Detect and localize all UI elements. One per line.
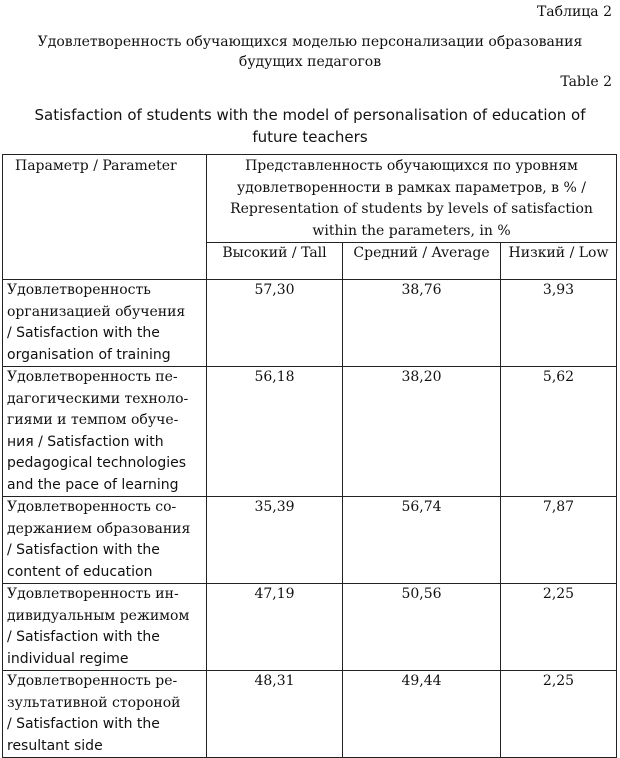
value-average: 38,20 xyxy=(343,367,501,497)
title-ru-line-2: будущих педагогов xyxy=(238,54,382,70)
value-high: 47,19 xyxy=(207,584,343,671)
param-line: / Satisfaction with the xyxy=(7,542,160,558)
table-row xyxy=(3,671,617,758)
param-cell xyxy=(3,367,207,497)
param-line: дагогическими техноло- xyxy=(7,390,189,407)
table-label-ru: Таблица 2 xyxy=(536,4,612,20)
param-column-header: Параметр / Parameter xyxy=(3,155,207,280)
value-low: 7,87 xyxy=(501,497,617,584)
param-line: зультативной стороной xyxy=(7,694,181,711)
value-high: 57,30 xyxy=(207,280,343,367)
group-header-line: Representation of students by levels of satisfaction xyxy=(230,201,593,217)
group-header-line: within the parameters, in % xyxy=(312,222,511,239)
param-cell xyxy=(3,671,207,758)
param-line: Удовлетворенность пе- xyxy=(7,369,178,385)
value-low: 5,62 xyxy=(501,367,617,497)
value-low: 3,93 xyxy=(501,280,617,367)
level-header-average: Средний / Average xyxy=(343,243,501,280)
level-header-high: Высокий / Tall xyxy=(207,243,343,280)
param-line: individual regime xyxy=(7,650,129,667)
param-cell xyxy=(3,280,207,367)
value-low: 2,25 xyxy=(501,671,617,758)
value-high: 48,31 xyxy=(207,671,343,758)
level-header-low: Низкий / Low xyxy=(501,243,617,280)
table-row xyxy=(3,367,617,497)
table-row xyxy=(3,280,617,367)
satisfaction-table xyxy=(2,154,617,758)
param-line: Удовлетворенность xyxy=(7,282,151,298)
param-line: ния / Satisfaction with xyxy=(7,433,164,450)
table-row xyxy=(3,584,617,671)
param-line: дивидуальным режимом xyxy=(7,607,190,624)
value-average: 56,74 xyxy=(343,497,501,584)
param-line: держанием образования xyxy=(7,520,191,537)
param-line: организацией обучения xyxy=(7,303,186,320)
param-line: content of education xyxy=(7,563,153,580)
param-cell xyxy=(3,497,207,584)
param-line: Удовлетворенность ин- xyxy=(7,586,179,602)
param-line: / Satisfaction with the xyxy=(7,629,160,645)
title-en-line-2: future teachers xyxy=(252,128,368,146)
group-header-line: удовлетворенности в рамках параметров, в % / xyxy=(237,179,586,196)
table-label-en: Table 2 xyxy=(560,74,612,90)
param-line: pedagogical technologies xyxy=(7,455,187,471)
value-average: 38,76 xyxy=(343,280,501,367)
group-header-line: Представленность обучающихся по уровням xyxy=(245,158,578,174)
param-line: organisation of training xyxy=(7,346,171,363)
param-line: Удовлетворенность со- xyxy=(7,499,177,515)
param-line: resultant side xyxy=(7,737,103,754)
param-cell xyxy=(3,584,207,671)
param-line: Удовлетворенность ре- xyxy=(7,673,178,689)
param-line: гиями и темпом обуче- xyxy=(7,412,179,428)
value-average: 50,56 xyxy=(343,584,501,671)
group-column-header xyxy=(207,155,617,243)
title-en-line-1: Satisfaction of students with the model of personalisation of education of xyxy=(34,106,586,124)
table-row xyxy=(3,497,617,584)
value-average: 49,44 xyxy=(343,671,501,758)
value-high: 56,18 xyxy=(207,367,343,497)
param-line: / Satisfaction with the xyxy=(7,325,160,341)
param-line: / Satisfaction with the xyxy=(7,716,160,732)
table-title-ru xyxy=(0,32,620,72)
title-ru-line-1: Удовлетворенность обучающихся моделью персонализации образования xyxy=(37,34,583,50)
value-low: 2,25 xyxy=(501,584,617,671)
table-title-en xyxy=(0,104,620,148)
value-high: 35,39 xyxy=(207,497,343,584)
param-line: and the pace of learning xyxy=(7,476,179,493)
